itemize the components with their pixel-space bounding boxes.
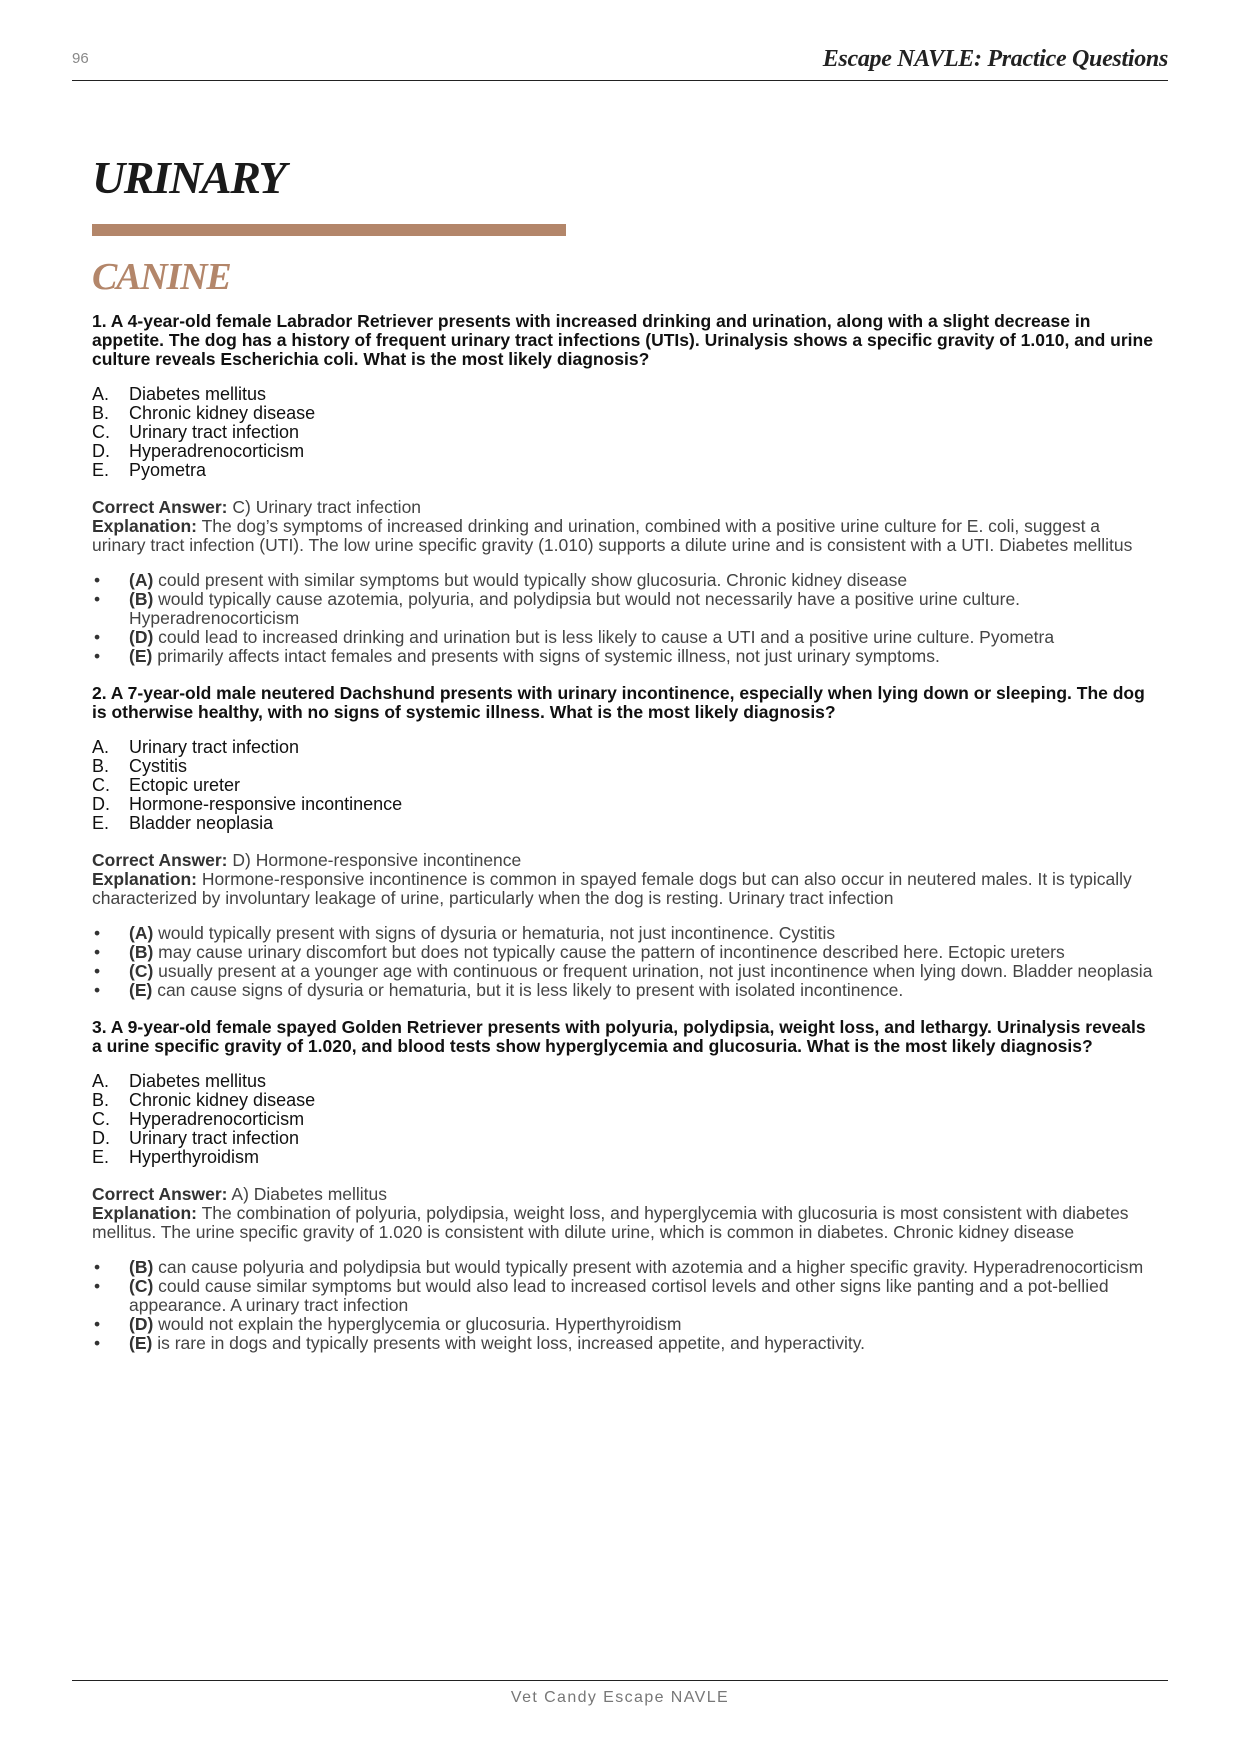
note-text: primarily affects intact females and presents with signs of systemic illness, not just urinary symptoms. (157, 646, 940, 666)
option-letter: B. (92, 1090, 110, 1110)
option-tag: (C) (129, 961, 154, 981)
question-text: 1. A 4-year-old female Labrador Retriever presents with increased drinking and urination, along with a slight decrease in appetite. The dog has a history of frequent urinary tract infections (UTIs). Urinalysis shows a specific gravity of 1.010, and urine culture reveals Escherichia coli. What is the most likely diagnosis? (92, 311, 1153, 369)
question-1 (92, 312, 1154, 666)
list-item (92, 571, 1154, 590)
option-tag: (E) (129, 1333, 153, 1353)
option-tag: (D) (129, 1314, 154, 1334)
option-tag: (A) (129, 923, 154, 943)
option-letter: E. (92, 813, 110, 833)
list-item (92, 590, 1154, 628)
option-text: Bladder neoplasia (129, 813, 274, 833)
list-item (92, 1277, 1154, 1315)
option-text: Hormone-responsive incontinence (129, 794, 403, 814)
option-text: Diabetes mellitus (129, 384, 267, 404)
option-letter: D. (92, 794, 110, 814)
explanation-label: Explanation: (92, 1203, 198, 1223)
answer-block (92, 1185, 1154, 1242)
option-b (92, 757, 1154, 776)
option-e (92, 814, 1154, 833)
list-item (92, 924, 1154, 943)
option-text: Urinary tract infection (129, 422, 300, 442)
correct-answer (92, 851, 1154, 870)
list-item (92, 1258, 1154, 1277)
answer-block (92, 851, 1154, 908)
question-text: 3. A 9-year-old female spayed Golden Retriever presents with polyuria, polydipsia, weight loss, and lethargy. Urinalysis reveals a urine specific gravity of 1.020, and blood tests show hyperglycemia and glucosuria. What is the most likely diagnosis? (92, 1017, 1146, 1056)
option-letter: C. (92, 775, 110, 795)
option-c (92, 776, 1154, 795)
option-letter: C. (92, 422, 110, 442)
note-text: would typically present with signs of dysuria or hematuria, not just incontinence. Cystitis (158, 923, 836, 943)
list-item (92, 628, 1154, 647)
option-letter: A. (92, 384, 110, 404)
option-b (92, 404, 1154, 423)
bullet-icon: • (94, 589, 101, 609)
list-item (92, 943, 1154, 962)
option-tag: (E) (129, 980, 153, 1000)
bullet-icon: • (94, 923, 101, 943)
option-e (92, 461, 1154, 480)
option-a (92, 738, 1154, 757)
option-text: Urinary tract infection (129, 1128, 300, 1148)
option-text: Chronic kidney disease (129, 1090, 316, 1110)
bullet-icon: • (94, 1314, 101, 1334)
option-text: Chronic kidney disease (129, 403, 316, 423)
option-text: Pyometra (129, 460, 207, 480)
distractor-notes (92, 1258, 1154, 1353)
explanation-label: Explanation: (92, 516, 198, 536)
question-2 (92, 684, 1154, 1000)
option-a (92, 1072, 1154, 1091)
option-tag: (C) (129, 1276, 154, 1296)
list-item (92, 1334, 1154, 1353)
explanation-label: Explanation: (92, 869, 198, 889)
answer-options (92, 738, 1154, 833)
note-text: would typically cause azotemia, polyuria, and polydipsia but would not necessarily have a positive urine culture. Hyperadrenocorticism (129, 589, 1021, 628)
option-b (92, 1091, 1154, 1110)
subsection-title: CANINE (92, 256, 231, 298)
explanation (92, 870, 1154, 908)
title-rule (92, 224, 566, 236)
note-text: can cause polyuria and polydipsia but would typically present with azotemia and a higher specific gravity. Hyperadrenocorticism (158, 1257, 1144, 1277)
bullet-icon: • (94, 961, 101, 981)
list-item (92, 1315, 1154, 1334)
option-text: Diabetes mellitus (129, 1071, 267, 1091)
option-letter: E. (92, 1147, 110, 1167)
distractor-notes (92, 924, 1154, 1000)
note-text: would not explain the hyperglycemia or glucosuria. Hyperthyroidism (158, 1314, 682, 1334)
explanation (92, 517, 1154, 555)
option-letter: D. (92, 441, 110, 461)
section-title: URINARY (92, 152, 286, 203)
bullet-icon: • (94, 1333, 101, 1353)
option-d (92, 795, 1154, 814)
question-3 (92, 1018, 1154, 1353)
option-letter: E. (92, 460, 110, 480)
page-number: 96 (72, 50, 89, 67)
option-tag: (A) (129, 570, 154, 590)
answer-options (92, 385, 1154, 480)
option-text: Hyperthyroidism (129, 1147, 260, 1167)
correct-answer-label: Correct Answer: (92, 850, 228, 870)
explanation-text: Hormone-responsive incontinence is common in spayed female dogs but can also occur in neutered males. It is typically characterized by involuntary leakage of urine, particularly when the dog is resting. Urinary tract infection (92, 869, 1132, 908)
list-item (92, 962, 1154, 981)
explanation-text: The dog’s symptoms of increased drinking and urination, combined with a positive urine culture for E. coli, suggest a urinary tract infection (UTI). The low urine specific gravity (1.010) supports a dilute urine and is consistent with a UTI. Diabetes mellitus (92, 516, 1133, 555)
option-tag: (E) (129, 646, 153, 666)
note-text: could lead to increased drinking and urination but is less likely to cause a UTI and a positive urine culture. Pyometra (158, 627, 1055, 647)
note-text: can cause signs of dysuria or hematuria, but it is less likely to present with isolated incontinence. (157, 980, 904, 1000)
bullet-icon: • (94, 646, 101, 666)
option-text: Hyperadrenocorticism (129, 1109, 305, 1129)
option-text: Ectopic ureter (129, 775, 241, 795)
list-item (92, 981, 1154, 1000)
page-header (72, 46, 1168, 81)
option-c (92, 1110, 1154, 1129)
option-text: Cystitis (129, 756, 187, 776)
list-item (92, 647, 1154, 666)
option-tag: (B) (129, 942, 154, 962)
option-text: Hyperadrenocorticism (129, 441, 305, 461)
correct-answer (92, 498, 1154, 517)
option-text: Urinary tract infection (129, 737, 300, 757)
correct-answer-value: D) Hormone-responsive incontinence (232, 850, 522, 870)
bullet-icon: • (94, 942, 101, 962)
footer-text: Vet Candy Escape NAVLE (510, 1689, 730, 1706)
correct-answer (92, 1185, 1154, 1204)
answer-block (92, 498, 1154, 555)
explanation-text: The combination of polyuria, polydipsia, weight loss, and hyperglycemia with glucosuria is most consistent with diabetes mellitus. The urine specific gravity of 1.020 is consistent with dilute urine, which is common in diabetes. Chronic kidney disease (92, 1203, 1129, 1242)
page-content (92, 150, 1154, 1371)
correct-answer-label: Correct Answer: (92, 1184, 228, 1204)
option-letter: A. (92, 737, 110, 757)
correct-answer-value: C) Urinary tract infection (232, 497, 422, 517)
correct-answer-label: Correct Answer: (92, 497, 228, 517)
question-text: 2. A 7-year-old male neutered Dachshund presents with urinary incontinence, especially when lying down or sleeping. The dog is otherwise healthy, with no signs of systemic illness. What is the most likely diagnosis? (92, 683, 1145, 722)
bullet-icon: • (94, 627, 101, 647)
correct-answer-value: A) Diabetes mellitus (231, 1184, 388, 1204)
option-a (92, 385, 1154, 404)
option-tag: (D) (129, 627, 154, 647)
option-d (92, 442, 1154, 461)
option-e (92, 1148, 1154, 1167)
option-tag: (B) (129, 589, 154, 609)
note-text: is rare in dogs and typically presents with weight loss, increased appetite, and hyperactivity. (157, 1333, 866, 1353)
note-text: may cause urinary discomfort but does not typically cause the pattern of incontinence described here. Ectopic ureters (158, 942, 1065, 962)
option-letter: B. (92, 403, 110, 423)
option-letter: B. (92, 756, 110, 776)
answer-options (92, 1072, 1154, 1167)
bullet-icon: • (94, 1276, 101, 1296)
bullet-icon: • (94, 1257, 101, 1277)
note-text: usually present at a younger age with continuous or frequent urination, not just incontinence when lying down. Bladder neoplasia (158, 961, 1153, 981)
running-title: Escape NAVLE: Practice Questions (822, 46, 1168, 72)
option-c (92, 423, 1154, 442)
option-letter: A. (92, 1071, 110, 1091)
distractor-notes (92, 571, 1154, 666)
note-text: could present with similar symptoms but would typically show glucosuria. Chronic kidney disease (158, 570, 908, 590)
option-d (92, 1129, 1154, 1148)
option-letter: D. (92, 1128, 110, 1148)
option-letter: C. (92, 1109, 110, 1129)
option-tag: (B) (129, 1257, 154, 1277)
bullet-icon: • (94, 980, 101, 1000)
note-text: could cause similar symptoms but would also lead to increased cortisol levels and other signs like panting and a pot-bellied appearance. A urinary tract infection (129, 1276, 1109, 1315)
explanation (92, 1204, 1154, 1242)
bullet-icon: • (94, 570, 101, 590)
page-footer (72, 1680, 1168, 1707)
